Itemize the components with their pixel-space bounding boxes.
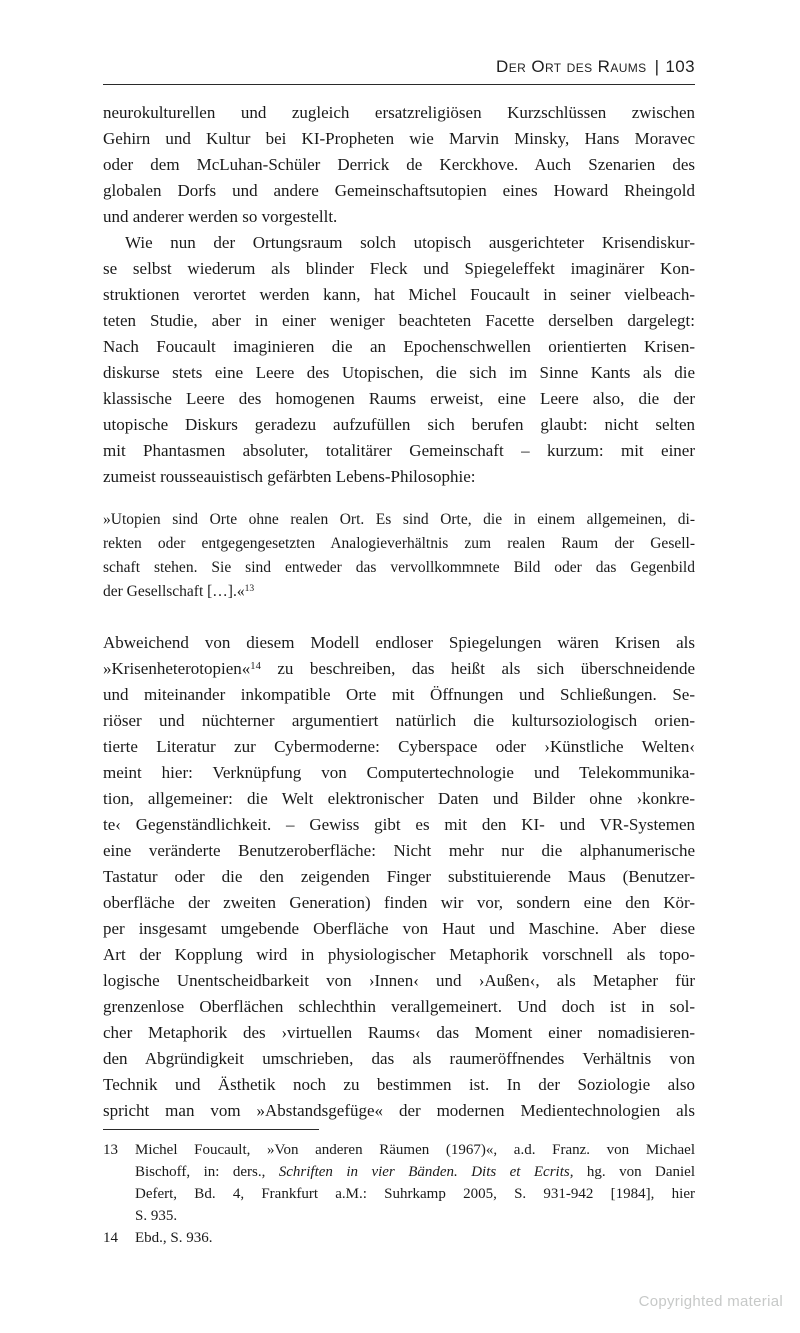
header-rule (103, 84, 695, 85)
text-line: globalen Dorfs und andere Gemeinschaftsutopien eines Howard Rheingold (103, 181, 695, 200)
block-quote (103, 508, 695, 604)
text-line: oder dem McLuhan-Schüler Derrick de Kerckhove. Auch Szenarien des (103, 155, 695, 174)
text-line: per insgesamt umgebende Oberfläche von Haut und Maschine. Aber diese (103, 919, 695, 938)
header-separator: | (654, 57, 660, 76)
text-line: und anderer werden so vorgestellt. (103, 207, 338, 226)
text-line: struktionen verortet werden kann, hat Michel Foucault in seiner vielbeach- (103, 285, 695, 304)
text-line: logische Unentscheidbarkeit von ›Innen‹ und ›Außen‹, als Metapher für (103, 971, 695, 990)
text-line: utopische Diskurs geradezu aufzufüllen sich berufen glaubt: nicht selten (103, 415, 695, 434)
text-line: der Gesellschaft […].«$^{13}$ (103, 583, 255, 600)
footnote-number: 13 (103, 1142, 118, 1158)
text-line: »Krisenheterotopien«$^{14}$ zu beschreiben, das heißt als sich überschneidende (103, 659, 695, 678)
text-line: riöser und nüchterner argumentiert natürlich die kultursoziologisch orien- (103, 711, 695, 730)
text-line: Tastatur oder die den zeigenden Finger substituierende Maus (Benutzer- (103, 867, 695, 886)
text-line: Wie nun der Ortungsraum solch utopisch ausgerichteter Krisendiskur- (125, 233, 695, 252)
footnote-section (103, 1129, 695, 1249)
text-line: und miteinander inkompatible Orte mit Öffnungen und Schließungen. Se- (103, 685, 695, 704)
copyright-watermark: Copyrighted material (638, 1293, 783, 1310)
page-number: 103 (665, 57, 695, 76)
text-line: teten Studie, aber in einer weniger beachteten Facette derselben dargelegt: (103, 311, 695, 330)
text-line: se selbst wiederum als blinder Fleck und Spiegeleffekt imaginärer Kon- (103, 259, 695, 278)
text-line: Gehirn und Kultur bei KI-Propheten wie Marvin Minsky, Hans Moravec (103, 129, 695, 148)
text-line: te‹ Gegenständlichkeit. – Gewiss gibt es mit den KI- und VR-Systemen (103, 815, 695, 834)
text-line: den Abgründigkeit umschrieben, das als raumeröffnendes Verhältnis von (103, 1049, 695, 1068)
paragraph (103, 630, 695, 1124)
text-line: Abweichend von diesem Modell endloser Spiegelungen wären Krisen als (103, 633, 695, 652)
text-line: diskurse stets eine Leere des Utopischen, die sich im Sinne Kants als die (103, 363, 695, 382)
text-blocks (103, 100, 695, 1124)
text-line: schaft stehen. Sie sind entweder das vervollkommnete Bild oder das Gegenbild (103, 559, 695, 576)
footnote-ref: 13 (244, 583, 255, 595)
text-line: rekten oder entgegengesetzten Analogieverhältnis zum realen Raum der Gesell- (103, 535, 695, 552)
footnotes-list (103, 1139, 695, 1249)
footnote-line: Defert, Bd. 4, Frankfurt a.M.: Suhrkamp 2005, S. 931-942 [1984], hier (135, 1186, 695, 1202)
text-line: Art der Kopplung wird in physiologischer Metaphorik vorschnell als topo- (103, 945, 695, 964)
footnote-item (103, 1227, 695, 1249)
text-line: tion, allgemeiner: die Welt elektronischer Daten und Bilder ohne ›konkre- (103, 789, 695, 808)
paragraph (103, 100, 695, 230)
italic-text: Schriften in vier Bänden. Dits et Ecrits, (278, 1164, 574, 1180)
footnote-line: Michel Foucault, »Von anderen Räumen (1967)«, a.d. Franz. von Michael (135, 1142, 695, 1158)
text-line: mit Phantasmen absoluter, totalitärer Gemeinschaft – kurzum: mit einer (103, 441, 695, 460)
text-line: tierte Literatur zur Cybermoderne: Cyberspace oder ›Künstliche Welten‹ (103, 737, 695, 756)
text-line: »Utopien sind Orte ohne realen Ort. Es sind Orte, die in einem allgemeinen, di- (103, 511, 695, 528)
text-line: cher Metaphorik des ›virtuellen Raums‹ das Moment einer nomadisieren- (103, 1023, 695, 1042)
footnote-line: S. 935. (135, 1208, 178, 1224)
footnote-rule (103, 1129, 319, 1130)
footnote-line: Ebd., S. 936. (135, 1230, 213, 1246)
text-line: zumeist rousseauistisch gefärbten Lebens-Philosophie: (103, 467, 476, 486)
text-line: Technik und Ästhetik noch zu bestimmen ist. In der Soziologie also (103, 1075, 695, 1094)
text-line: grenzenlose Oberflächen schlechthin verallgemeinert. Und doch ist in sol- (103, 997, 695, 1016)
text-column (103, 100, 695, 1249)
footnote-number: 14 (103, 1230, 118, 1246)
text-line: eine veränderte Benutzeroberfläche: Nicht mehr nur die alphanumerische (103, 841, 695, 860)
paragraph (103, 230, 695, 490)
text-line: neurokulturellen und zugleich ersatzreligiösen Kurzschlüssen zwischen (103, 103, 695, 122)
text-line: spricht man vom »Abstandsgefüge« der modernen Medientechnologien als (103, 1101, 695, 1120)
footnote-line: Bischoff, in: ders., Schriften in vier Bänden. Dits et Ecrits, hg. von Daniel (135, 1164, 696, 1180)
text-line: klassische Leere des homogenen Raums erweist, eine Leere also, die der (103, 389, 695, 408)
text-line: Nach Foucault imaginieren die an Epochenschwellen orientierten Krisen- (103, 337, 695, 356)
chapter-title: Der Ort des Raums (496, 57, 647, 76)
footnote-item (103, 1139, 695, 1227)
text-line: meint hier: Verknüpfung von Computertechnologie und Telekommunika- (103, 763, 695, 782)
text-line: oberfläche der zweiten Generation) finden wir vor, sondern eine den Kör- (103, 893, 695, 912)
footnote-ref: 14 (250, 660, 261, 672)
running-header (103, 57, 695, 77)
